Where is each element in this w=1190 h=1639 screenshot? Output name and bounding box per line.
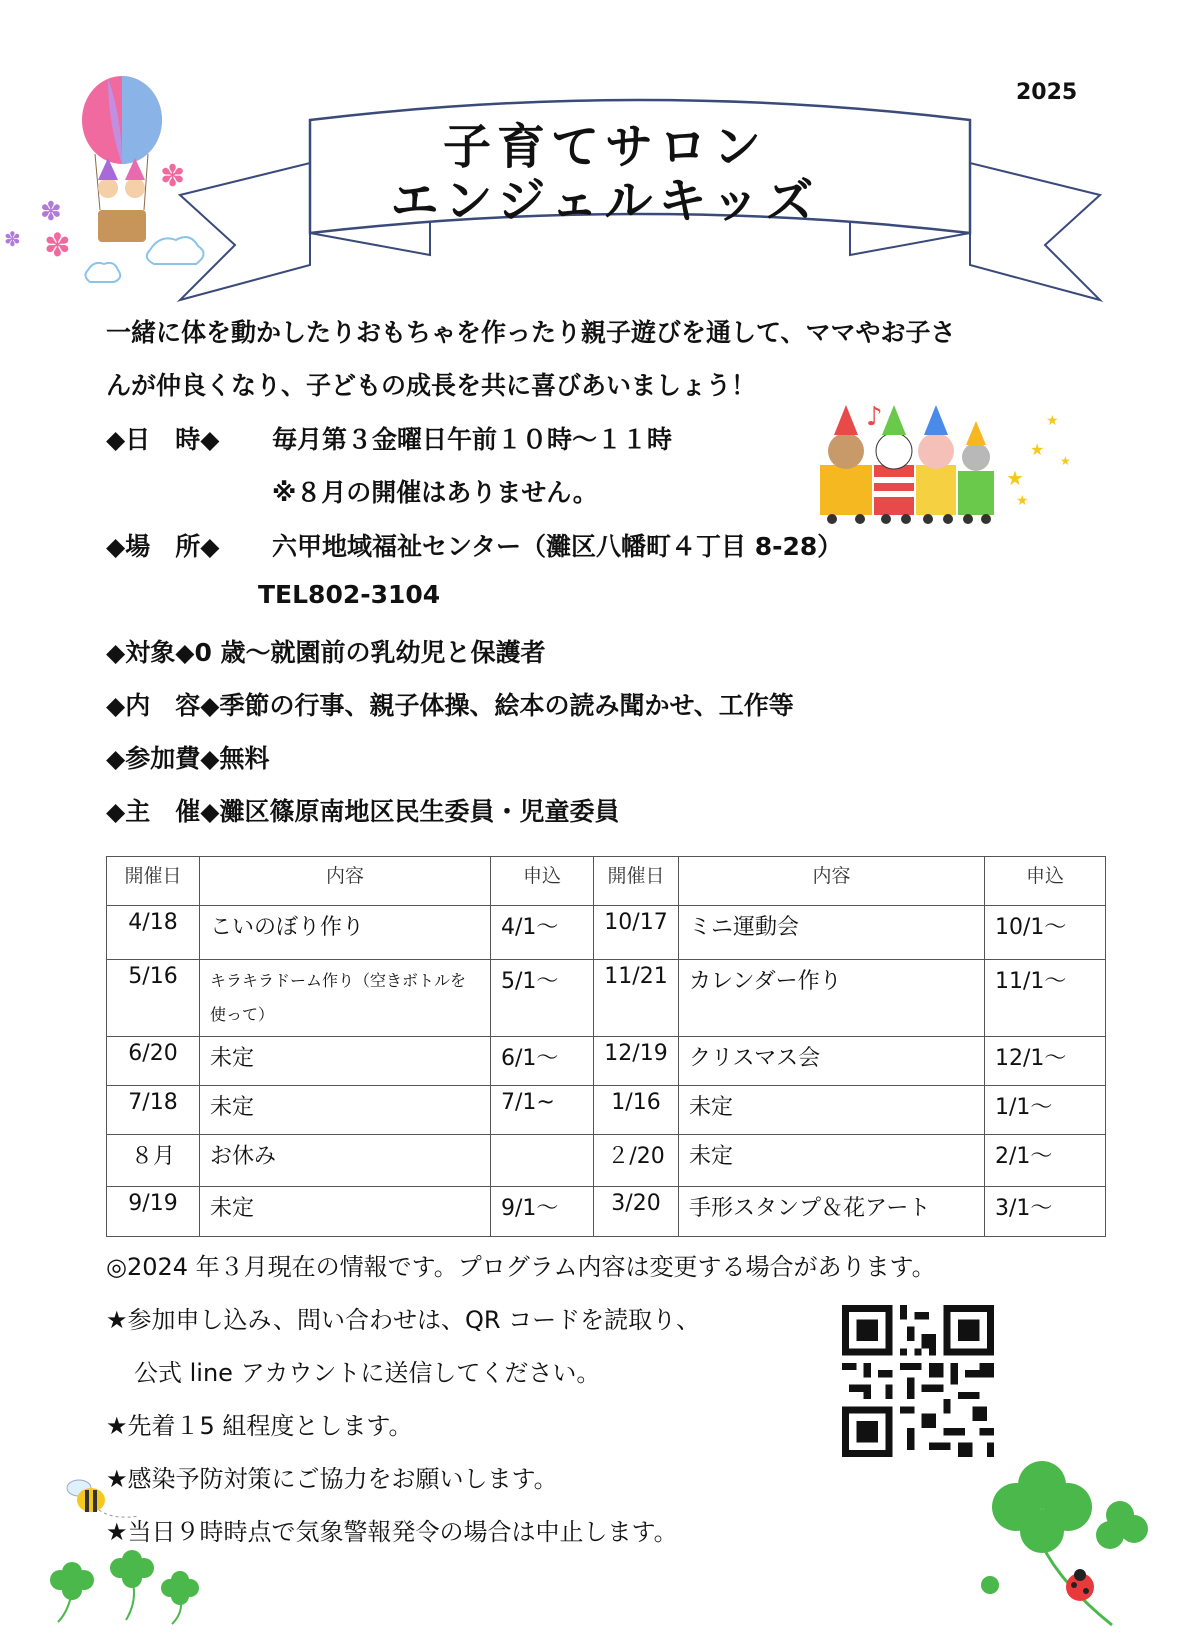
table-row (107, 906, 1106, 960)
qr-code-icon[interactable] (842, 1305, 994, 1457)
animal-train-illustration (810, 395, 1090, 535)
schedule-table (106, 856, 1106, 1237)
svg-text:✽: ✽ (44, 226, 71, 264)
host-info: ◆主 催◆灘区篠原南地区民生委員・児童委員 (106, 797, 620, 826)
cell-date: 12/19 (594, 1037, 679, 1086)
header-apply: 申込 (491, 857, 594, 906)
table-header-row (107, 857, 1106, 906)
cell-content: 未定 (679, 1135, 985, 1187)
cell-apply: 9/1～ (491, 1187, 594, 1237)
cell-content: ミニ運動会 (679, 906, 985, 960)
cell-apply: 2/1～ (985, 1135, 1106, 1187)
svg-text:♪: ♪ (866, 402, 883, 432)
cell-apply: 10/1～ (985, 906, 1106, 960)
cell-content: 未定 (679, 1086, 985, 1135)
intro-line-2: んが仲良くなり、子どもの成長を共に喜びあいましょう！ (106, 371, 757, 400)
cell-apply: 11/1～ (985, 960, 1106, 1037)
cell-date: 1/16 (594, 1086, 679, 1135)
table-row (107, 1086, 1106, 1135)
cell-date: 4/18 (107, 906, 200, 960)
cell-content: 未定 (200, 1086, 491, 1135)
clover-decoration-left (30, 1540, 200, 1630)
cell-content: お休み (200, 1135, 491, 1187)
clover-decoration-right (980, 1445, 1160, 1635)
cell-date: 3/20 (594, 1187, 679, 1237)
note-info-date: ◎2024 年３月現在の情報です。プログラム内容は変更する場合があります。 (106, 1253, 936, 1281)
note-line-account: 公式 line アカウントに送信してください。 (134, 1359, 601, 1387)
cell-apply: 5/1～ (491, 960, 594, 1037)
cell-apply: 4/1～ (491, 906, 594, 960)
header-date: 開催日 (594, 857, 679, 906)
bee-illustration (55, 1470, 145, 1530)
cell-content: 未定 (200, 1187, 491, 1237)
datetime-value: 毎月第３金曜日午前１０時～１１時 (272, 425, 673, 454)
intro-line-1: 一緒に体を動かしたりおもちゃを作ったり親子遊びを通して、ママやお子さ (106, 318, 956, 347)
tel-number: TEL802-3104 (258, 580, 441, 609)
cell-content: 手形スタンプ＆花アート (679, 1187, 985, 1237)
cell-apply: 7/1~ (491, 1086, 594, 1135)
table-row (107, 1187, 1106, 1237)
cell-content: クリスマス会 (679, 1037, 985, 1086)
datetime-note: ※８月の開催はありません。 (272, 478, 598, 507)
svg-text:✽: ✽ (40, 197, 62, 227)
fee-info: ◆参加費◆無料 (106, 744, 270, 773)
table-row (107, 960, 1106, 1037)
svg-text:★: ★ (1046, 413, 1059, 429)
cell-date: 10/17 (594, 906, 679, 960)
svg-text:✽: ✽ (160, 159, 186, 194)
target-info: ◆対象◆0 歳～就園前の乳幼児と保護者 (106, 638, 546, 667)
header-content: 内容 (200, 857, 491, 906)
cell-date: 11/21 (594, 960, 679, 1037)
table-row (107, 1037, 1106, 1086)
svg-text:★: ★ (1030, 440, 1045, 459)
cell-apply: 1/1～ (985, 1086, 1106, 1135)
place-value: 六甲地域福祉センター（灘区八幡町４丁目 8-28） (272, 532, 843, 561)
cell-apply: 6/1～ (491, 1037, 594, 1086)
datetime-label: ◆日 時◆ (106, 425, 220, 454)
note-infection: ★感染予防対策にご協力をお願いします。 (106, 1465, 558, 1493)
cell-date: 5/16 (107, 960, 200, 1037)
cell-apply (491, 1135, 594, 1187)
note-apply: ★参加申し込み、問い合わせは、QR コードを読取り、 (106, 1306, 701, 1334)
cell-date: 6/20 (107, 1037, 200, 1086)
table-row (107, 1135, 1106, 1187)
header-apply: 申込 (985, 857, 1106, 906)
cell-content: カレンダー作り (679, 960, 985, 1037)
year-label: 2025 (1016, 80, 1078, 105)
note-capacity: ★先着１5 組程度とします。 (106, 1412, 413, 1440)
svg-text:✽: ✽ (4, 227, 21, 251)
title-line-1: 子育てサロン (442, 119, 767, 175)
note-weather: ★当日９時時点で気象警報発令の場合は中止します。 (106, 1518, 678, 1546)
header-date: 開催日 (107, 857, 200, 906)
header-content: 内容 (679, 857, 985, 906)
place-label: ◆場 所◆ (106, 532, 220, 561)
cell-content: こいのぼり作り (200, 906, 491, 960)
cell-apply: 12/1～ (985, 1037, 1106, 1086)
cell-apply: 3/1～ (985, 1187, 1106, 1237)
cell-date: 7/18 (107, 1086, 200, 1135)
cell-date: 9/19 (107, 1187, 200, 1237)
cell-content: キラキラドーム作り（空きボトルを使って） (200, 960, 491, 1037)
cell-date: ８月 (107, 1135, 200, 1187)
title-line-2: エンジェルキッズ (390, 173, 820, 229)
svg-text:★: ★ (1060, 454, 1071, 468)
cell-content: 未定 (200, 1037, 491, 1086)
cell-date: ２/20 (594, 1135, 679, 1187)
svg-text:★: ★ (1016, 493, 1029, 509)
svg-text:★: ★ (1006, 466, 1024, 490)
content-info: ◆内 容◆季節の行事、親子体操、絵本の読み聞かせ、工作等 (106, 691, 794, 720)
